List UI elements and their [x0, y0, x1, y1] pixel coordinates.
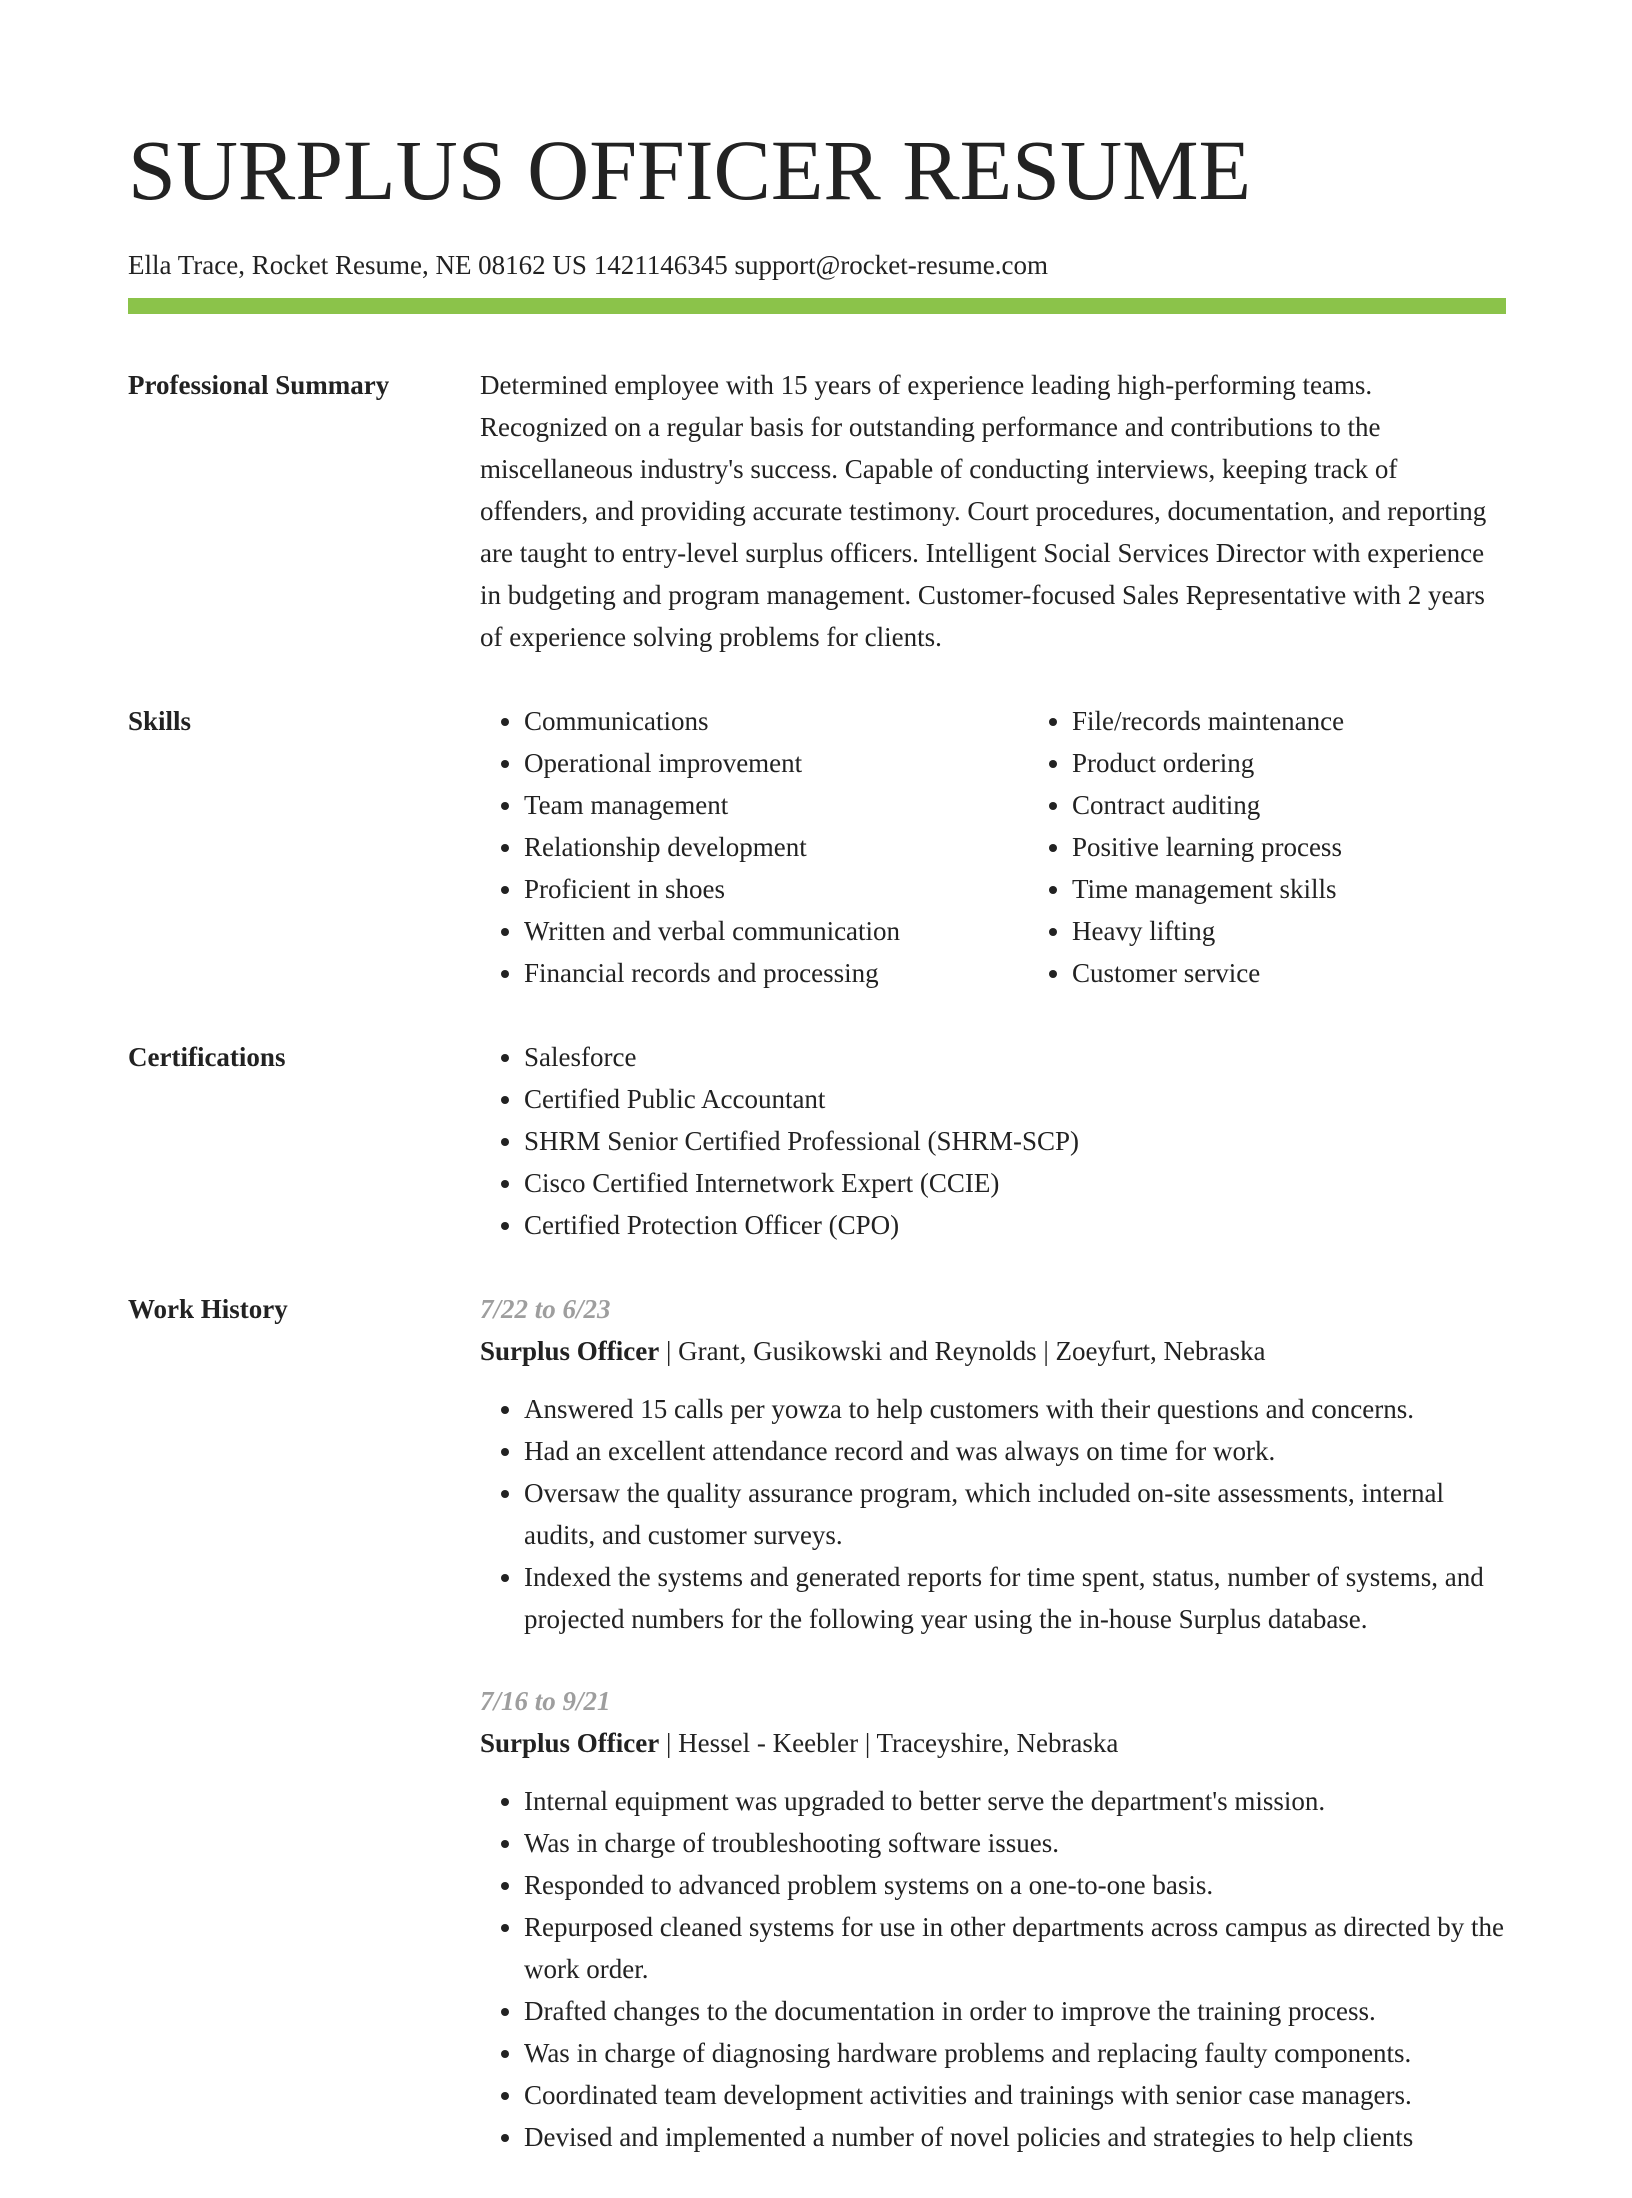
skill-item: • Operational improvement	[524, 742, 1028, 784]
skills-list-left	[480, 700, 1028, 994]
certification-item: • Salesforce	[524, 1036, 1506, 1078]
job-bullets	[480, 1780, 1506, 2158]
job-employer-location: | Grant, Gusikowski and Reynolds | Zoeyfurt, Nebraska	[659, 1336, 1266, 1366]
job-bullet: • Internal equipment was upgraded to better serve the department's mission.	[524, 1780, 1506, 1822]
skill-item: • Product ordering	[1072, 742, 1344, 784]
job-title: Surplus Officer	[480, 1336, 660, 1366]
job-bullet: • Answered 15 calls per yowza to help customers with their questions and concerns.	[524, 1388, 1506, 1430]
skill-item: • File/records maintenance	[1072, 700, 1344, 742]
certification-item: • Cisco Certified Internetwork Expert (CCIE)	[524, 1162, 1506, 1204]
certification-item: • Certified Public Accountant	[524, 1078, 1506, 1120]
job-bullet: • Was in charge of diagnosing hardware problems and replacing faulty components.	[524, 2032, 1506, 2074]
job-bullet: • Devised and implemented a number of novel policies and strategies to help clients	[524, 2116, 1506, 2158]
skill-item: • Written and verbal communication	[524, 910, 1028, 952]
job-heading	[480, 1330, 1506, 1372]
job-title: Surplus Officer	[480, 1728, 660, 1758]
certifications-list	[480, 1036, 1506, 1246]
skill-item: • Relationship development	[524, 826, 1028, 868]
job-employer-location: | Hessel - Keebler | Traceyshire, Nebraska	[659, 1728, 1119, 1758]
skill-item: • Positive learning process	[1072, 826, 1344, 868]
job-entry	[480, 1288, 1506, 1640]
job-dates: 7/16 to 9/21	[480, 1686, 611, 1716]
skill-item: • Team management	[524, 784, 1028, 826]
job-bullet: • Responded to advanced problem systems on a one-to-one basis.	[524, 1864, 1506, 1906]
section-label-skills: Skills	[128, 706, 192, 736]
job-heading	[480, 1722, 1506, 1764]
summary-section	[128, 364, 1506, 658]
job-bullet: • Coordinated team development activities and trainings with senior case managers.	[524, 2074, 1506, 2116]
job-entry	[480, 1680, 1506, 2158]
job-dates: 7/22 to 6/23	[480, 1294, 611, 1324]
certification-item: • Certified Protection Officer (CPO)	[524, 1204, 1506, 1246]
section-label-summary: Professional Summary	[128, 370, 390, 400]
job-bullet: • Was in charge of troubleshooting software issues.	[524, 1822, 1506, 1864]
certifications-section	[128, 1036, 1506, 1246]
skills-list-right	[1028, 700, 1344, 994]
summary-text: Determined employee with 15 years of experience leading high-performing teams. Recognized on a regular basis for outstanding performance and contributions to the miscellaneous industry's success. Capable of conducting interviews, keeping track of offenders, and providing accurate testimony. Court procedures, documentation, and reporting are taught to entry-level surplus officers. Intelligent Social Services Director with experience in budgeting and program management. Customer-focused Sales Representative with 2 years of experience solving problems for clients.	[480, 370, 1487, 652]
section-label-work-history: Work History	[128, 1294, 288, 1324]
job-bullet: • Oversaw the quality assurance program, which included on-site assessments, internal audits, and customer surveys.	[524, 1472, 1506, 1556]
certification-item: • SHRM Senior Certified Professional (SHRM-SCP)	[524, 1120, 1506, 1162]
section-label-certifications: Certifications	[128, 1042, 286, 1072]
skill-item: • Proficient in shoes	[524, 868, 1028, 910]
skill-item: • Financial records and processing	[524, 952, 1028, 994]
skill-item: • Time management skills	[1072, 868, 1344, 910]
contact-line: Ella Trace, Rocket Resume, NE 08162 US 1421146345 support@rocket-resume.com	[128, 250, 1048, 280]
job-bullets	[480, 1388, 1506, 1640]
skill-item: • Contract auditing	[1072, 784, 1344, 826]
skill-item: • Heavy lifting	[1072, 910, 1344, 952]
skill-item: • Customer service	[1072, 952, 1344, 994]
skill-item: • Communications	[524, 700, 1028, 742]
resume-title: SURPLUS OFFICER RESUME	[128, 122, 1252, 218]
job-bullet: • Drafted changes to the documentation in order to improve the training process.	[524, 1990, 1506, 2032]
job-bullet: • Had an excellent attendance record and was always on time for work.	[524, 1430, 1506, 1472]
job-bullet: • Repurposed cleaned systems for use in other departments across campus as directed by the work order.	[524, 1906, 1506, 1990]
job-bullet: • Indexed the systems and generated reports for time spent, status, number of systems, and projected numbers for the following year using the in-house Surplus database.	[524, 1556, 1506, 1640]
work-history-section	[128, 1288, 1506, 2198]
accent-divider	[128, 298, 1506, 314]
resume-page	[128, 0, 1506, 2198]
skills-section	[128, 700, 1506, 994]
